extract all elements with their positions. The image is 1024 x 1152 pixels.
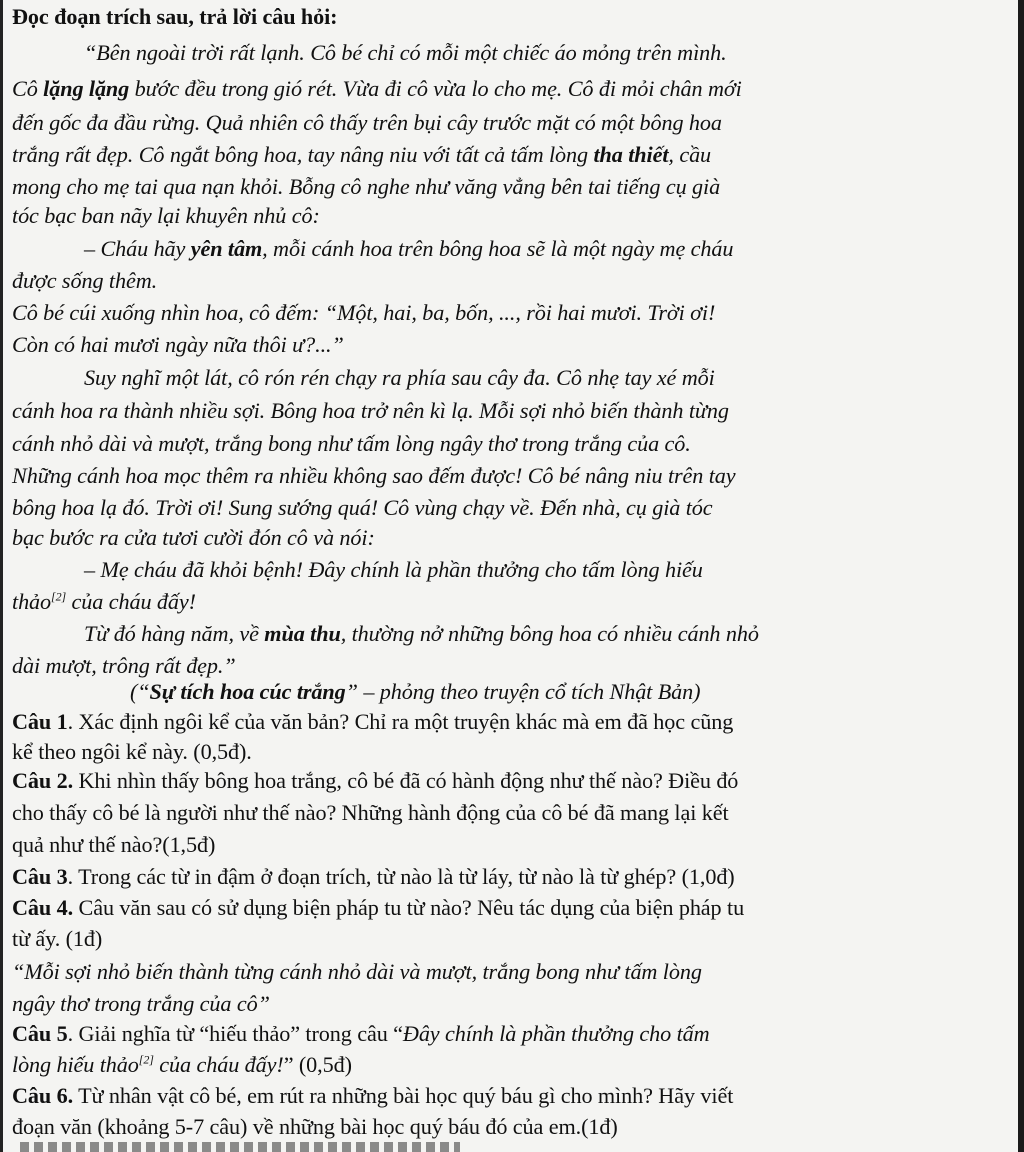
question-1-label: Câu 1 [12,709,68,734]
story-line-12: cánh hoa ra thành nhiều sợi. Bông hoa trở nên kì lạ. Mỗi sợi nhỏ biến thành từng [12,398,729,423]
story-line-7: – Cháu hãy yên tâm, mỗi cánh hoa trên bông hoa sẽ là một ngày mẹ cháu [84,236,734,261]
footnote-marker: [2] [138,1052,154,1067]
question-2-line-1: Câu 2. Khi nhìn thấy bông hoa trắng, cô bé đã có hành động như thế nào? Điều đó [12,768,739,793]
story-line-17: – Mẹ cháu đã khỏi bệnh! Đây chính là phần thưởng cho tấm lòng hiếu [84,557,703,582]
story-line-2: Cô lặng lặng bước đều trong gió rét. Vừa đi cô vừa lo cho mẹ. Cô đi mỏi chân mới [12,76,742,101]
question-3-label: Câu 3 [12,864,68,889]
bold-word-yen-tam: yên tâm [190,236,263,261]
question-2-line-2: cho thấy cô bé là người như thế nào? Những hành động của cô bé đã mang lại kết [12,800,729,825]
question-1-line-1: Câu 1. Xác định ngôi kể của văn bản? Chỉ ra một truyện khác mà em đã học cũng [12,709,734,734]
story-line-6: tóc bạc ban nãy lại khuyên nhủ cô: [12,203,320,228]
story-line-10: Còn có hai mươi ngày nữa thôi ư?...” [12,332,344,357]
bold-word-lang-lang: lặng lặng [43,76,130,101]
question-3-line-1: Câu 3. Trong các từ in đậm ở đoạn trích, từ nào là từ láy, từ nào là từ ghép? (1,0đ) [12,864,735,889]
question-6-label: Câu 6. [12,1083,74,1108]
question-4-quote-line-1: “Mỗi sợi nhỏ biến thành từng cánh nhỏ dài và mượt, trắng bong như tấm lòng [12,959,702,984]
page-border-left [0,0,3,1152]
question-4-line-1: Câu 4. Câu văn sau có sử dụng biện pháp tu từ nào? Nêu tác dụng của biện pháp tu [12,895,745,920]
bold-word-mua-thu: mùa thu [264,621,341,646]
story-line-16: bạc bước ra cửa tươi cười đón cô và nói: [12,525,375,550]
page-border-right [1018,0,1024,1152]
story-line-14: Những cánh hoa mọc thêm ra nhiều không sao đếm được! Cô bé nâng niu trên tay [12,463,736,488]
story-line-15: bông hoa lạ đó. Trời ơi! Sung sướng quá! Cô vùng chạy về. Đến nhà, cụ già tóc [12,495,713,520]
story-line-20: dài mượt, trông rất đẹp.” [12,653,236,678]
story-line-1: “Bên ngoài trời rất lạnh. Cô bé chỉ có mỗi một chiếc áo mỏng trên mình. [84,40,727,65]
story-line-8: được sống thêm. [12,268,158,293]
question-4-quote-line-2: ngây thơ trong trắng của cô” [12,991,270,1016]
question-5-label: Câu 5 [12,1021,68,1046]
question-6-line-1: Câu 6. Từ nhân vật cô bé, em rút ra những bài học quý báu gì cho mình? Hãy viết [12,1083,734,1108]
story-title: Sự tích hoa cúc trắng [149,679,346,704]
heading: Đọc đoạn trích sau, trả lời câu hỏi: [12,4,338,29]
bold-word-tha-thiet: tha thiết [593,142,669,167]
story-line-4: trắng rất đẹp. Cô ngắt bông hoa, tay nâng niu với tất cả tấm lòng tha thiết, cầu [12,142,712,167]
story-line-9: Cô bé cúi xuống nhìn hoa, cô đếm: “Một, hai, ba, bốn, ..., rồi hai mươi. Trời ơi! [12,300,716,325]
question-1-line-2: kể theo ngôi kể này. (0,5đ). [12,739,252,764]
question-6-line-2: đoạn văn (khoảng 5-7 câu) về những bài học quý báu đó của em.(1đ) [12,1114,618,1139]
question-2-line-3: quả như thế nào?(1,5đ) [12,832,216,857]
question-2-label: Câu 2. [12,768,74,793]
question-4-line-2: từ ấy. (1đ) [12,926,103,951]
question-5-line-2: lòng hiếu thảo[2] của cháu đấy!” (0,5đ) [12,1052,352,1077]
footnote-marker: [2] [51,589,67,604]
cut-off-text-edge [20,1142,460,1152]
story-line-13: cánh nhỏ dài và mượt, trắng bong như tấm lòng ngây thơ trong trắng của cô. [12,431,691,456]
story-line-3: đến gốc đa đầu rừng. Quả nhiên cô thấy trên bụi cây trước mặt có một bông hoa [12,110,722,135]
story-line-5: mong cho mẹ tai qua nạn khỏi. Bỗng cô nghe như văng vẳng bên tai tiếng cụ già [12,174,721,199]
story-line-18: thảo[2] của cháu đấy! [12,589,196,614]
story-line-11: Suy nghĩ một lát, cô rón rén chạy ra phía sau cây đa. Cô nhẹ tay xé mỗi [84,365,715,390]
question-4-label: Câu 4. [12,895,74,920]
story-source: (“Sự tích hoa cúc trắng” – phỏng theo truyện cổ tích Nhật Bản) [130,679,701,704]
story-line-19: Từ đó hàng năm, về mùa thu, thường nở những bông hoa có nhiều cánh nhỏ [84,621,759,646]
question-5-line-1: Câu 5. Giải nghĩa từ “hiếu thảo” trong câu “Đây chính là phần thưởng cho tấm [12,1021,710,1046]
